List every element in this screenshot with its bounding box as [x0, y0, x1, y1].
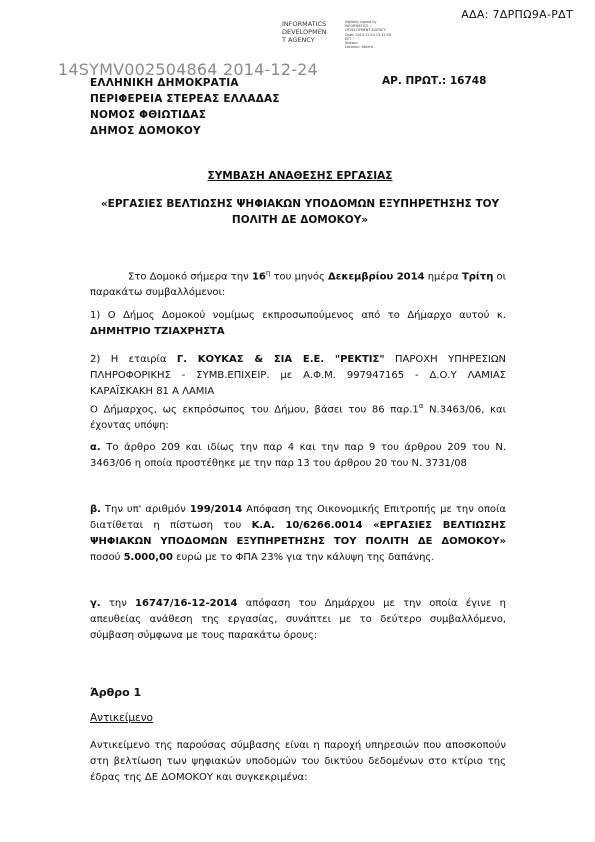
item-label: β. [90, 504, 101, 515]
date-month: Δεκεμβρίου 2014 [328, 271, 425, 283]
date-weekday: Τρίτη [461, 271, 494, 283]
signature-detail: INFORMATICS [345, 24, 369, 29]
text: Το άρθρο 209 και ιδίως την παρ 4 και την παρ 9 του άρθρου 209 του Ν. 3463/06 η οποία προστέθηκε με την παρ 13 του άρθρου 20 του Ν. 3731/08 [90, 442, 506, 469]
header-line: ΔΗΜΟΣ ΔΟΜΟΚΟΥ [90, 125, 201, 137]
mayor-paragraph [90, 398, 506, 434]
text: την [100, 598, 136, 609]
text: 2) Η εταιρία [90, 354, 177, 365]
mayor-name: ΔΗΜΗΤΡΙΟ ΤΖΙΑΧΡΗΣΤΑ [90, 326, 225, 337]
header-line: ΝΟΜΟΣ ΦΘΙΩΤΙΔΑΣ [90, 109, 207, 121]
header-line: ΠΕΡΙΦΕΡΕΙΑ ΣΤΕΡΕΑΣ ΕΛΛΑΔΑΣ [90, 93, 280, 105]
ada-code: ΑΔΑ: 7ΔΡΠΩ9Α-ΡΔΤ [461, 8, 573, 21]
text: του μηνός [270, 271, 329, 283]
item-b-paragraph [90, 502, 506, 566]
text: ευρώ με το ΦΠΑ 23% για την κάλυψη της δαπάνης. [172, 552, 435, 563]
party-2-paragraph [90, 352, 506, 400]
item-label: γ. [90, 598, 101, 609]
document-subtitle [90, 196, 510, 228]
item-a-paragraph [90, 440, 506, 472]
ordinal-suffix: α [418, 402, 424, 410]
item-c-paragraph [90, 596, 506, 644]
signature-line: DEVELOPMEN [282, 28, 327, 36]
text: ΠΑΡΟΧΗ ΥΠΗΡΕΣΙΩΝ ΠΛΗΡΟΦΟΡΙΚΗΣ - ΣΥΜΒ.ΕΠΙΧΕΙΡ. με Α.Φ.Μ. 997947165 - Δ.Ο.Υ ΛΑΜΙΑΣ ΚΑΡΑΪΣΚΑΚΗ 81 Α ΛΑΜΙΑ [90, 354, 506, 397]
amount: 5.000,00 [123, 552, 173, 563]
text: Στο Δομοκό σήμερα την [128, 271, 252, 283]
header-line: ΕΛΛΗΝΙΚΗ ΔΗΜΟΚΡΑΤΙΑ [90, 77, 239, 89]
signature-detail: Date: 2014.12.24 13:15:18 [345, 32, 392, 37]
protocol-number: ΑΡ. ΠΡΩΤ.: 16748 [382, 75, 487, 87]
digital-signature-label [282, 20, 327, 44]
text: απόφαση του Δημάρχου με την οποία έγινε η απευθείας ανάθεση της εργασίας, συνάπτει με το δεύτερο συμβαλλόμενο, σύμβαση σύμφωνα με τους παρακάτω όρους: [90, 598, 506, 641]
item-label: α. [90, 442, 101, 453]
intro-paragraph [90, 265, 506, 301]
text: οι παρακάτω συμβαλλόμενοι: [90, 271, 507, 299]
article-subheading: Αντικείμενο [90, 712, 153, 724]
signature-line: T AGENCY [282, 36, 315, 44]
decision-number: 199/2014 [189, 504, 243, 515]
signature-detail: EET [345, 36, 352, 41]
subtitle-line: «ΕΡΓΑΣΙΕΣ ΒΕΛΤΙΩΣΗΣ ΨΗΦΙΑΚΩΝ ΥΠΟΔΟΜΩΝ ΕΞΥΠΗΡΕΤΗΣΗΣ ΤΟΥ [100, 198, 500, 210]
digital-signature-details [345, 20, 435, 49]
ordinal-suffix: η [265, 269, 271, 277]
text: ποσού [90, 552, 124, 563]
article-heading: Άρθρο 1 [90, 686, 142, 699]
signature-detail: Digitally signed by [345, 20, 377, 24]
signature-detail: DEVELOPMENT AGENCY [345, 28, 386, 33]
budget-code: Κ.Α. 10/6266.0014 «ΕΡΓΑΣΙΕΣ ΒΕΛΤΙΩΣΗΣ ΨΗΦΙΑΚΩΝ ΥΠΟΔΟΜΩΝ ΕΞΥΠΗΡΕΤΗΣΗΣ ΤΟΥ ΠΟΛΙΤΗ ΔΕ ΔΟΜΟΚΟΥ» [90, 520, 507, 547]
article-text: Αντικείμενο της παρούσας σύμβασης είναι η παροχή υπηρεσιών που αποσκοπούν στη βελτίωση των ψηφιακών υποδομών του δικτύου δεδομένων στο κτίριο της έδρας της ΔΕ ΔΟΜΟΚΟΥ και συγκεκριμένα: [90, 740, 506, 783]
party-1-paragraph [90, 308, 506, 340]
decision-reference: 16747/16-12-2014 [135, 598, 238, 609]
text: Απόφαση της Οικονομικής Επιτροπής με την οποία διατίθεται η πίστωση του [90, 504, 506, 531]
signature-detail: Reason: [345, 41, 359, 46]
text: Ο Δήμαρχος, ως εκπρόσωπος του Δήμου, βάσει του 86 παρ.1 [90, 404, 419, 416]
document-title: ΣΥΜΒΑΣΗ ΑΝΑΘΕΣΗΣ ΕΡΓΑΣΙΑΣ [207, 170, 393, 182]
subtitle-line: ΠΟΛΙΤΗ ΔΕ ΔΟΜΟΚΟΥ» [231, 214, 369, 226]
text: ημέρα [424, 271, 462, 283]
date-day: 16 [251, 271, 266, 283]
company-name: Γ. ΚΟΥΚΑΣ & ΣΙΑ Ε.Ε. "ΡΕΚΤΙΣ" [176, 354, 385, 365]
text: Ν.3463/06, και έχοντας υπόψη: [90, 404, 506, 432]
document-id-watermark: 14SYMV002504864 2014-12-24 [58, 60, 318, 79]
text: Την υπ' αριθμόν [100, 504, 190, 515]
issuer-header [90, 75, 280, 139]
text: 1) Ο Δήμος Δομοκού νομίμως εκπροσωπούμενος από το Δήμαρχο αυτού κ. [90, 310, 506, 321]
signature-line: INFORMATICS [282, 20, 327, 28]
signature-detail: Location: Athens [345, 45, 374, 50]
